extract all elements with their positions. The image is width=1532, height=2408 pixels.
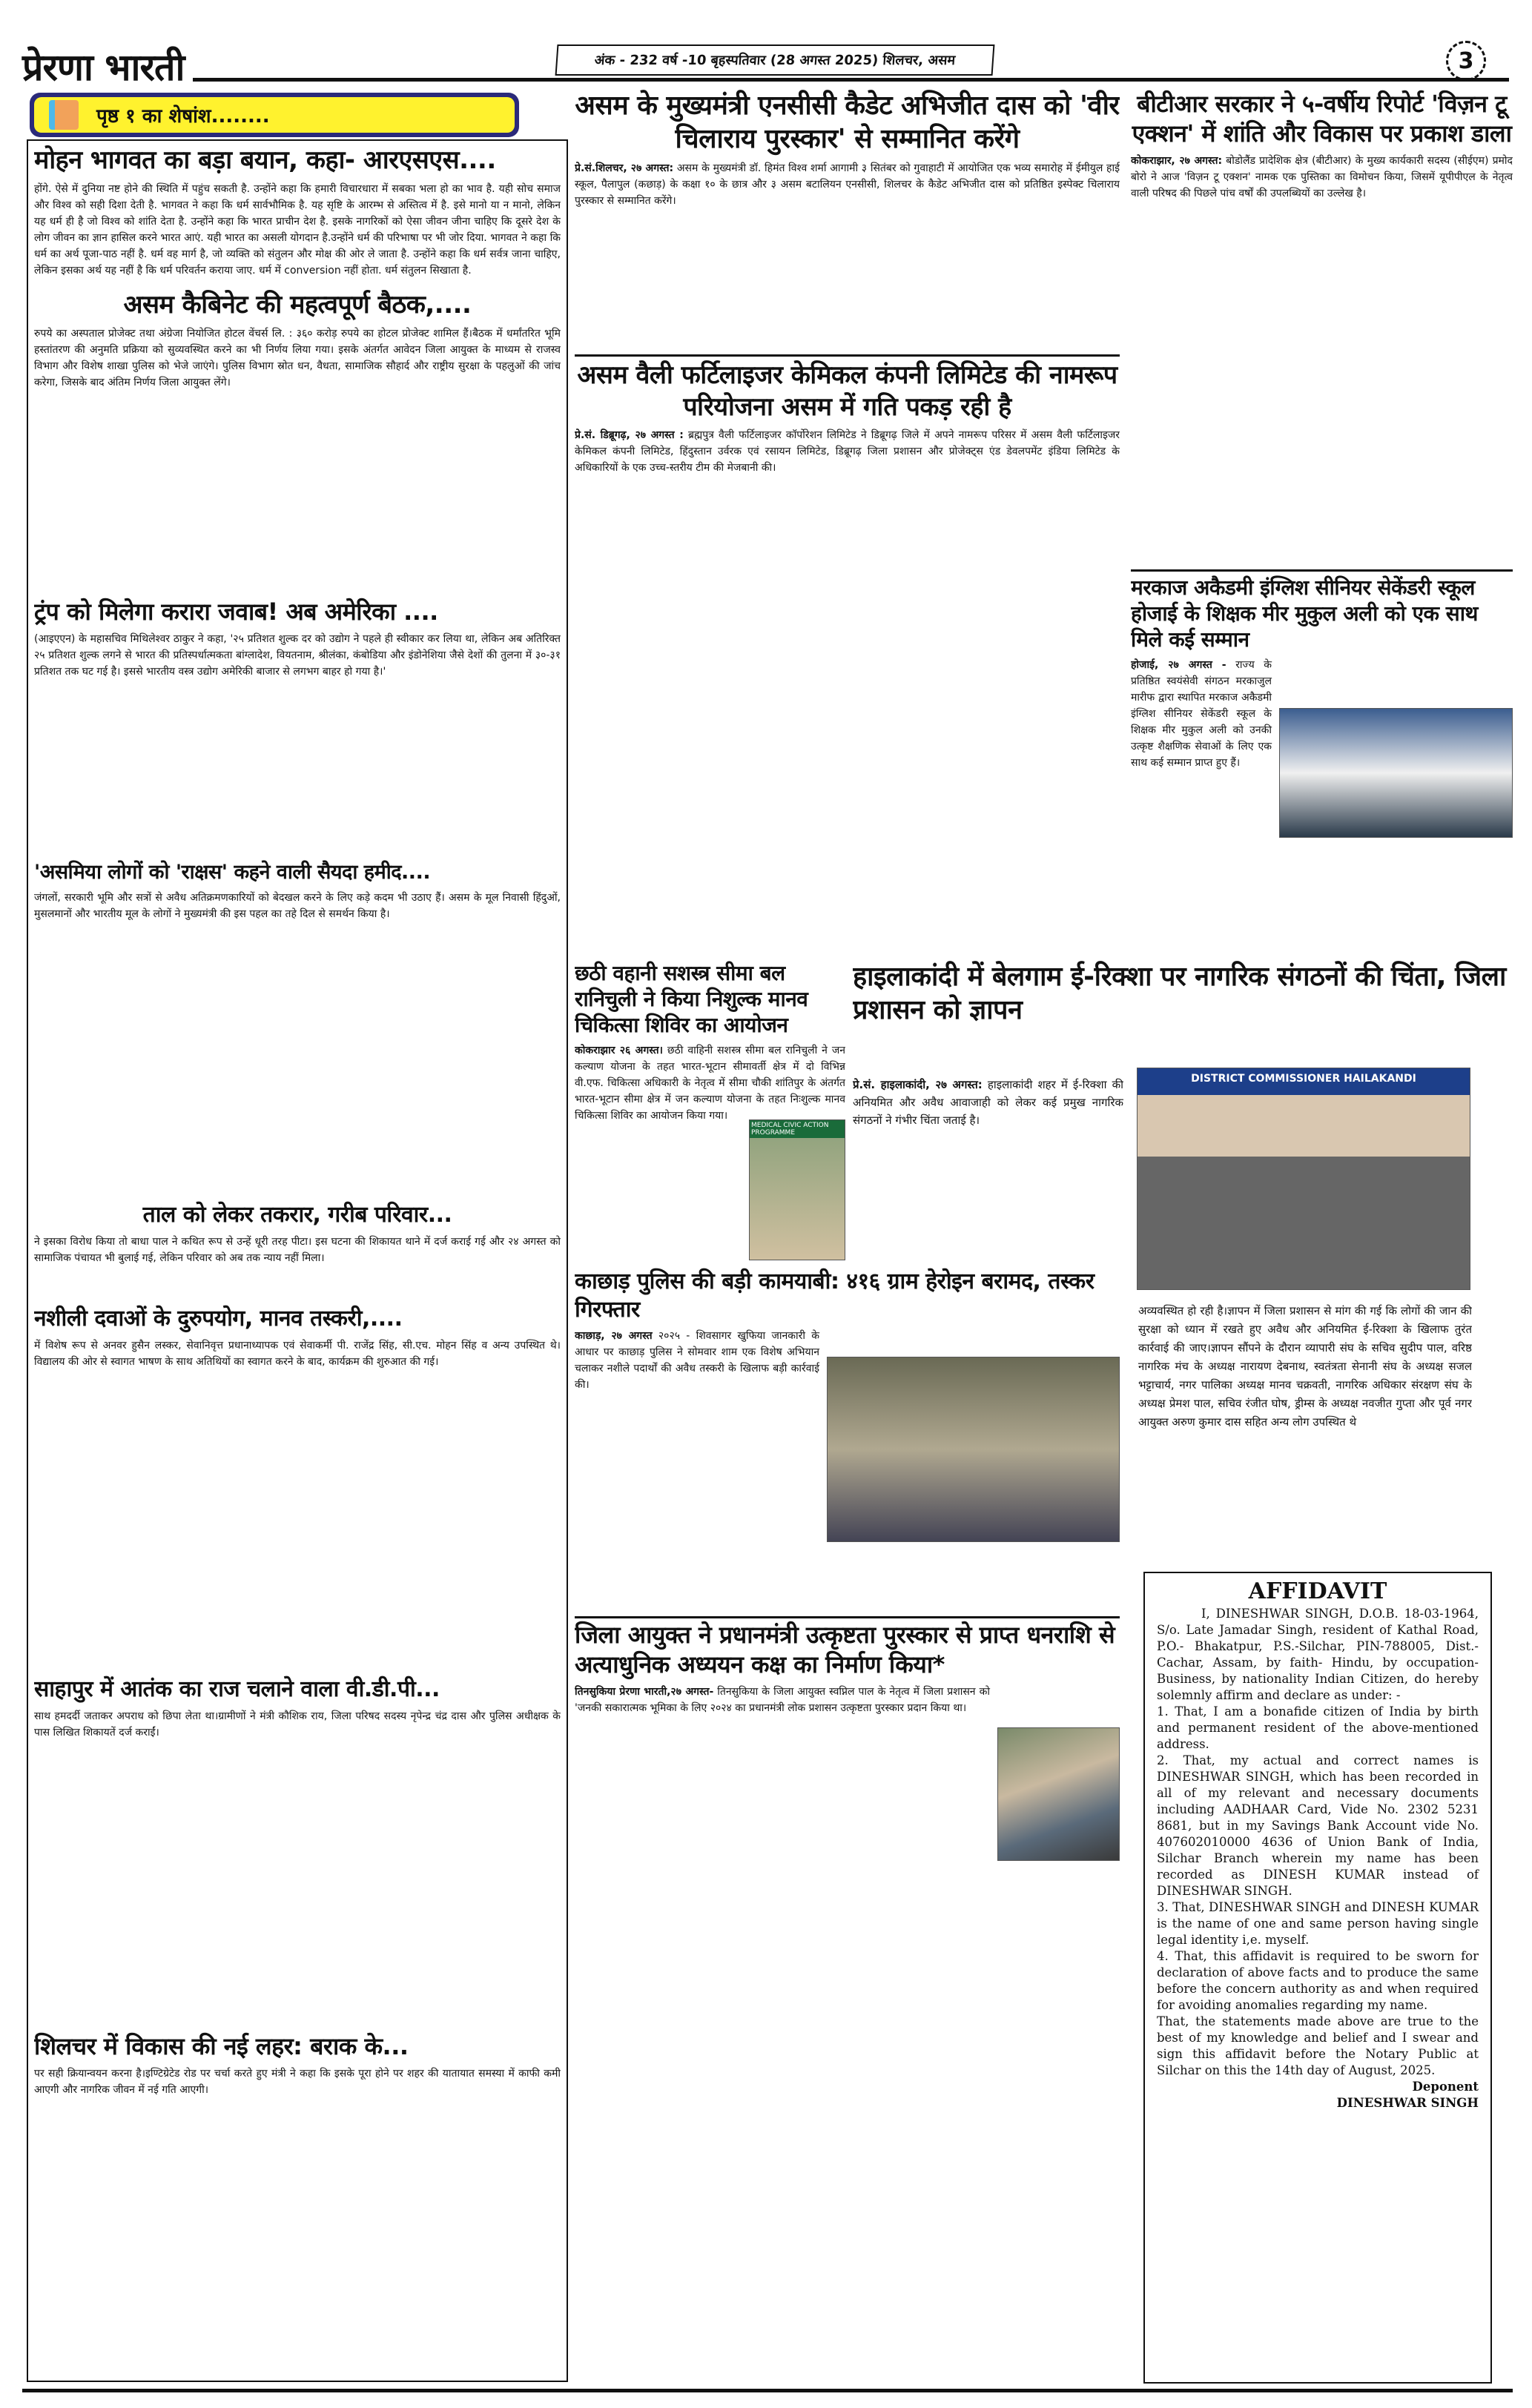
dateline: प्रे.सं. डिब्रूगढ़, २७ अगस्त : (575, 429, 684, 441)
headline: ट्रंप को मिलेगा करारा जवाब! अब अमेरिका .... (34, 598, 438, 626)
dc-office-photo (1137, 1068, 1470, 1290)
dateline: कोकराझार, २७ अगस्त: (1131, 155, 1223, 167)
article (853, 1071, 1123, 1612)
headline: छठी वहानी सशस्त्र सीमा बल रानिचुली ने किया निशुल्क मानव चिकित्सा शिविर का आयोजन (575, 961, 808, 1037)
article-body: राज्य के प्रतिष्ठित स्वयंसेवी संगठन मरकाजुल मारीफ द्वारा स्थापित मरकाज अकैडमी इंग्लिश सीनियर सेकेंडरी स्कूल के शिक्षक मीर मुकुल अली को उनकी उत्कृष्ट शैक्षणिक सेवाओं के लिए एक साथ कई सम्मान प्राप्त हुए हैं। (1131, 659, 1272, 769)
article (34, 2031, 561, 2380)
article-body: रुपये का अस्पताल प्रोजेक्ट तथा अंग्रेजा नियोजित होटल वेंचर्स लि. : ३६० करोड़ रुपये का होटल प्रोजेक्ट शामिल हैं।बैठक में धर्मांतरित भूमि हस्तांतरण की अनुमति प्रक्रिया को सुव्यवस्थित करने का भी निर्णय लिया गया। इसके अंतर्गत आवेदन जिला आयुक्त के माध्यम से राजस्व विभाग और विशेष शाखा पुलिस को भेजे जाएंगे। पुलिस विभाग स्रोत धन, वैधता, सामाजिक सौहार्द और राष्ट्रीय सुरक्षा के पहलुओं की जांच करेगा, जिसके बाद अंतिम निर्णय जिला आयुक्त लेंगे। (34, 327, 561, 388)
affidavit-intro: I, DINESHWAR SINGH, D.O.B. 18-03-1964, S/o. Late Jamadar Singh, resident of Kathal Road, P.O.- Bhakatpur, P.S.-Silchar, PIN-788005, Dist.- Cachar, Assam, by faith- Hindu, by occupation- Business, by nationality Indian Citizen, do hereby solemnly affirm and declare as under: - (1157, 1607, 1479, 1702)
affidavit-clause: 4. That, this affidavit is required to be sworn for declaration of above facts and to produce the same before the concern authority as and when required for avoiding anomalies regarding my name. (1157, 1949, 1479, 2012)
article (1131, 89, 1513, 567)
article (575, 360, 1120, 953)
headline: मरकाज अकैडमी इंग्लिश सीनियर सेकेंडरी स्कूल होजाई के शिक्षक मीर मुकुल अली को एक साथ मिले कई सम्मान (1131, 575, 1478, 652)
article-body: तिनसुकिया के जिला आयुक्त स्वप्निल पाल के नेतृत्व में जिला प्रशासन को 'जनकी सकारात्मक भूमिका के लिए २०२४ का प्रधानमंत्री लोक प्रशासन उत्कृष्टता पुरस्कार प्रदान किया था। (575, 1686, 990, 1714)
dateline: होजाई, २७ अगस्त - (1131, 659, 1226, 671)
article-body: ने इसका विरोध किया तो बाधा पाल ने कथित रूप से उन्हें धूरी तरह पीटा। इस घटना की शिकायत थाने में दर्ज कराई गई और २४ अगस्त को सामाजिक पंचायत भी बुलाई गई, लेकिन परिवार को अब तक न्याय नहीं मिला। (34, 1235, 561, 1264)
article-body: असम के मुख्यमंत्री डॉ. हिमंत विश्व शर्मा आगामी ३ सितंबर को गुवाहाटी में आयोजित एक भव्य समारोह में ईमीयुल हाई स्कूल, पैलापुल (कछाड़) के कक्षा १० के छात्र और ३ असम बटालियन एनसीसी, शिलचर के कैडेट अभिजीत दास को प्रतिष्ठित इस्पेक्ट चिलाराय पुरस्कार से सम्मानित करेंगे। (575, 162, 1120, 207)
banner-label: पृष्ठ १ का शेषांश........ (96, 105, 270, 128)
bottom-rule (22, 2389, 1513, 2392)
page-number: 3 (1446, 41, 1486, 81)
issue-info: अंक - 232 वर्ष -10 बृहस्पतिवार (28 अगस्त 2025) शिलचर, असम (555, 44, 995, 76)
headline: असम वैली फर्टिलाइजर केमिकल कंपनी लिमिटेड की नामरूप परियोजना असम में गति पकड़ रही है (577, 360, 1117, 422)
pointing-hand-icon (49, 100, 79, 130)
article (34, 289, 561, 593)
headline: 'असमिया लोगों को 'राक्षस' कहने वाली सैयदा हमीद.... (34, 861, 431, 884)
article-body: हाइलाकांदी शहर में ई-रिक्शा की अनियमित और अवैध आवाजाही को लेकर कई प्रमुख नागरिक संगठनों ने गंभीर चिंता जताई है। (853, 1078, 1123, 1127)
study-room-photo (997, 1727, 1120, 1861)
dateline: प्रे.सं.शिलचर, २७ अगस्त: (575, 162, 674, 174)
article (34, 597, 561, 856)
dateline: कोकराझार २६ अगस्त। (575, 1045, 663, 1056)
headline: बीटीआर सरकार ने ५-वर्षीय रिपोर्ट 'विज़न टू एक्शन' में शांति और विकास पर प्रकाश डाला (1132, 90, 1512, 148)
article-body: २०२५ - शिवसागर खुफिया जानकारी के आधार पर काछाड़ पुलिस ने सोमवार शाम एक विशेष अभियान चलाकर नशीले पदार्थों की अवैध तस्करी के खिलाफ बड़ी कार्रवाई की। (575, 1330, 820, 1391)
article-body: साथ हमदर्दी जताकर अपराध को छिपा लेता था।ग्रामीणों ने मंत्री कौशिक राय, जिला परिषद सदस्य नृपेन्द्र चंद्र दास और पुलिस अधीक्षक के पास लिखित शिकायतें दर्ज कराईं। (34, 1710, 561, 1739)
divider (575, 1616, 1120, 1618)
article-body: (आइएएन) के महासचिव मिथिलेश्वर ठाकुर ने कहा, '२५ प्रतिशत शुल्क दर को उद्योग ने पहले ही स्वीकार कर लिया था, लेकिन अब अतिरिक्त २५ प्रतिशत शुल्क लगने से भारत की प्रतिस्पर्धात्मकता बांग्लादेश, वियतनाम, श्रीलंका, कंबोडिया और इंडोनेशिया जैसे देशों की तुलना में ३०-३१ प्रतिशत तक घट गई है। इससे भारतीय वस्त्र उद्योग अमेरिकी बाजार से लगभग बाहर हो गया है।' (34, 633, 561, 678)
headline-block (853, 960, 1513, 1064)
affidavit-closing: That, the statements made above are true to the best of my knowledge and belief and I swear and sign this affidavit before the Notary Public at Silchar on this the 14th day of August, 2025. (1157, 2014, 1479, 2077)
article (34, 860, 561, 1197)
article-body: होंगे. ऐसे में दुनिया नष्ट होने की स्थिति में पहुंच सकती है. उन्होंने कहा कि हमारी विचारधारा में सबका भला हो का भाव है. यही सोच समाज और विश्व को सही दिशा देती है. भागवत ने कहा कि धर्म सार्वभौमिक है. यह सृष्टि के आरम्भ से अस्तित्व में है. इसे मानो या न मानो, लेकिन यह धर्म ही है जो विश्व को शांति देता है. उन्होंने कहा कि भारत प्राचीन देश है. इसके नागरिकों को ऐसा जीवन जीना चाहिए कि दूसरे देश के लोग जीवन का ज्ञान हासिल करने भारत आएं. यही भारत का असली योगदान है.उन्होंने धर्म की परिभाषा पर भी जोर दिया. भागवत ने कहा कि धर्म का अर्थ पूजा-पाठ नहीं है. धर्म वह मार्ग है, जो व्यक्ति को संतुलन और मोक्ष की ओर ले जाता है. उन्होंने कहा कि धर्म सर्वत्र जाना चाहिए, लेकिन इसका अर्थ यह नहीं है कि धर्म परिवर्तन कराया जाए. धर्म में conversion नहीं होता. धर्म संतुलन सिखाता है. (34, 182, 561, 277)
headline: काछाड़ पुलिस की बड़ी कामयाबी: ४१६ ग्राम हेरोइन बरामद, तस्कर गिरफ्तार (575, 1268, 1094, 1323)
affidavit-clause: 1. That, I am a bonafide citizen of India by birth and permanent resident of the above-mentioned address. (1157, 1704, 1479, 1751)
article (34, 145, 561, 285)
affidavit-clause: 3. That, DINESHWAR SINGH and DINESH KUMAR is the name of one and same person having single legal identity i,e. myself. (1157, 1900, 1479, 1947)
article (34, 1201, 561, 1301)
medical-camp-photo (749, 1119, 845, 1260)
headline: असम के मुख्यमंत्री एनसीसी कैडेट अभिजीत दास को 'वीर चिलाराय पुरस्कार' से सम्मानित करेंगे (575, 90, 1120, 154)
article (34, 1676, 561, 2028)
headline: हाइलाकांदी में बेलगाम ई-रिक्शा पर नागरिक संगठनों की चिंता, जिला प्रशासन को ज्ञापन (853, 962, 1506, 1025)
masthead-title: प्रेरणा भारती (22, 45, 185, 89)
headline: मोहन भागवत का बड़ा बयान, कहा- आरएसएस.... (34, 145, 496, 175)
headline: असम कैबिनेट की महत्वपूर्ण बैठक,.... (123, 290, 472, 320)
affidavit-clause: 2. That, my actual and correct names is DINESHWAR SINGH, which has been recorded in all of my relevant and necessary documents including AADHAAR Card, Vide No. 2302 5231 8681, but in my Savings Bank Account vide No. 407602010000 4636 of Union Bank of India, Silchar Branch wherein my name has been recorded as DINESH KUMAR instead of DINESHWAR SINGH. (1157, 1753, 1479, 1898)
article (575, 89, 1120, 352)
headline: जिला आयुक्त ने प्रधानमंत्री उत्कृष्टता पुरस्कार से प्राप्त धनराशि से अत्याधुनिक अध्ययन कक्ष का निर्माण किया* (575, 1621, 1115, 1678)
continuation-banner (30, 93, 519, 137)
article-body: बोडोलैंड प्रादेशिक क्षेत्र (बीटीआर) के मुख्य कार्यकारी सदस्य (सीईएम) प्रमोद बोरो ने आज 'विज़न टू एक्शन' नामक एक पुस्तिका का विमोचन किया, जिसमें यूपीपीएल के नेतृत्व वाली परिषद की पिछले पांच वर्षों की उपलब्धियों का उल्लेख है। (1131, 155, 1513, 199)
teacher-award-photo (1279, 708, 1513, 838)
article-body: छठी वाहिनी सशस्त्र सीमा बल रानिचुली ने जन कल्याण योजना के तहत भारत-भूटान सीमावर्ती क्षेत्र में दो विभिन्न वी.एफ. चिकित्सा अधिकारी के नेतृत्व में सीमा चौकी शांतिपुर के अंतर्गत भारत-भूटान सीमा क्षेत्र में जन कल्याण योजना के तहत निःशुल्क मानव चिकित्सा शिविर का आयोजन किया गया। (575, 1045, 845, 1122)
divider (575, 354, 1120, 357)
masthead-rule (193, 78, 1509, 82)
dateline: तिनसुकिया प्रेरणा भारती,२७ अगस्त- (575, 1686, 714, 1698)
article-body: में विशेष रूप से अनवर हुसैन लस्कर, सेवानिवृत्त प्रधानाध्यापक एवं सेवाकर्मी पी. राजेंद्र सिंह, सी.एच. मोहन सिंह व अन्य उपस्थित थे। विद्यालय की ओर से स्वागत भाषण के साथ अतिथियों का स्वागत करने के बाद, कार्यक्रम की शुरुआत की गई। (34, 1339, 561, 1368)
headline: शिलचर में विकास की नई लहर: बराक के... (34, 2032, 409, 2060)
article-continuation (1138, 1297, 1472, 1564)
article-body: जंगलों, सरकारी भूमि और सत्रों से अवैध अतिक्रमणकारियों को बेदखल करने के लिए कड़े कदम भी उठाए हैं। असम के मूल निवासी हिंदुओं, मुसलमानों और भारतीय मूल के लोगों ने मुख्यमंत्री की इस पहल का तहे दिल से समर्थन किया है। (34, 891, 561, 920)
office-sign-text: DISTRICT COMMISSIONER HAILAKANDI (1191, 1073, 1416, 1085)
headline: साहापुर में आतंक का राज चलाने वाला वी.डी.पी... (34, 1676, 440, 1702)
article-body: पर सही क्रियान्वयन करना है।इण्टिग्रेटेड रोड पर चर्चा करते हुए मंत्री ने कहा कि इसके पूरा होने पर शहर की यातायात समस्या में काफी कमी आएगी और नागरिक जीवन में नई गति आएगी। (34, 2068, 561, 2096)
divider (1131, 569, 1513, 572)
article (34, 1305, 561, 1672)
article-body: अव्यवस्थित हो रही है।ज्ञापन में जिला प्रशासन से मांग की गई कि लोगों की जान की सुरक्षा को ध्यान में रखते हुए अवैध और अनियमित ई-रिक्शा के खिलाफ तुरंत कार्रवाई की जाए।ज्ञापन सौंपने के दौरान व्यापारी संघ के सचिव सुदीप पाल, वरिष्ठ नागरिक मंच के अध्यक्ष नारायण देबनाथ, स्वतंत्रता सेनानी संघ के अध्यक्ष सजल भट्टाचार्य, नगर पालिका अध्यक्ष मानव चक्रवती, नागरिक अधिकार संरक्षण संघ के अध्यक्ष प्रेमश पाल, सचिव रंजीत घोष, ड्रीम्स के अध्यक्ष नवजीत गुप्ता और पूर्व नगर आयुक्त अरुण कुमार दास सहित अन्य लोग उपस्थित थे (1138, 1304, 1472, 1429)
headline: नशीली दवाओं के दुरुपयोग, मानव तस्करी,.... (34, 1306, 403, 1332)
camp-banner-text: MEDICAL CIVIC ACTION PROGRAMME (750, 1120, 845, 1138)
deponent-label: Deponent (1412, 2080, 1479, 2094)
headline: ताल को लेकर तकरार, गरीब परिवार... (142, 1202, 452, 1228)
dateline: काछाड़, २७ अगस्त (575, 1330, 653, 1342)
article-body: ब्रह्मपुत्र वैली फर्टिलाइजर कॉर्पोरेशन लिमिटेड ने डिब्रूगढ़ जिले में अपने नामरूप परिसर में असम वैली फर्टिलाइजर केमिकल कंपनी लिमिटेड, हिंदुस्तान उर्वरक एवं रसायन लिमिटेड, डिब्रूगढ़ जिला प्रशासन और प्रोजेक्ट्स एंड डेवलपमेंट इंडिया लिमिटेड के अधिकारियों के एक उच्च-स्तरीय टीम की मेजबानी की। (575, 429, 1120, 474)
deponent-name: DINESHWAR SINGH (1336, 2096, 1479, 2110)
dateline: प्रे.सं. हाइलाकांदी, २७ अगस्त: (853, 1078, 983, 1091)
affidavit-title: AFFIDAVIT (1248, 1578, 1387, 1604)
affidavit-notice (1143, 1572, 1492, 2384)
